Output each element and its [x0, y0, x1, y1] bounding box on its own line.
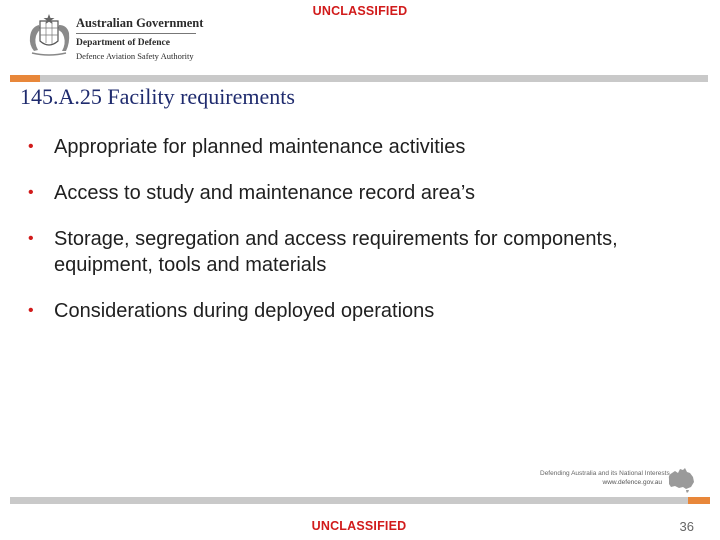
tagline-text: Defending Australia and its National Interests	[540, 470, 670, 477]
footer-divider-bar	[10, 497, 688, 504]
footer-divider-accent	[688, 497, 710, 504]
page-number: 36	[679, 519, 694, 534]
bullet-item	[28, 180, 678, 206]
bullet-marker: •	[28, 138, 34, 155]
header-divider	[0, 75, 720, 82]
slide-title: 145.A.25 Facility requirements	[20, 84, 295, 109]
australia-map-icon	[666, 467, 696, 493]
bullet-marker: •	[28, 302, 34, 319]
footer-divider	[0, 497, 720, 504]
bullet-text: Storage, segregation and access requirements for components, equipment, tools and materials	[54, 228, 618, 276]
bullet-text: Appropriate for planned maintenance activities	[54, 136, 466, 158]
bullet-list	[28, 134, 678, 324]
header-divider-bar	[40, 75, 708, 82]
bullet-item	[28, 298, 678, 324]
bullet-text: Considerations during deployed operations	[54, 300, 435, 322]
bullet-text: Access to study and maintenance record area’s	[54, 182, 475, 204]
agency-name: Defence Aviation Safety Authority	[76, 51, 194, 61]
header-divider-accent	[10, 75, 40, 82]
government-logo	[26, 11, 204, 63]
classification-marking-top: UNCLASSIFIED	[312, 4, 408, 18]
department-name: Department of Defence	[76, 38, 170, 48]
footer-url: www.defence.gov.au	[602, 479, 662, 486]
bullet-marker: •	[28, 184, 34, 201]
classification-marking-bottom: UNCLASSIFIED	[311, 519, 407, 533]
government-name: Australian Government	[76, 16, 204, 30]
logo-divider	[76, 33, 196, 34]
footer-tagline	[540, 470, 670, 486]
bullet-item	[28, 134, 678, 160]
bullet-item	[28, 226, 678, 278]
bullet-marker: •	[28, 230, 34, 247]
coat-of-arms-icon	[26, 11, 72, 59]
